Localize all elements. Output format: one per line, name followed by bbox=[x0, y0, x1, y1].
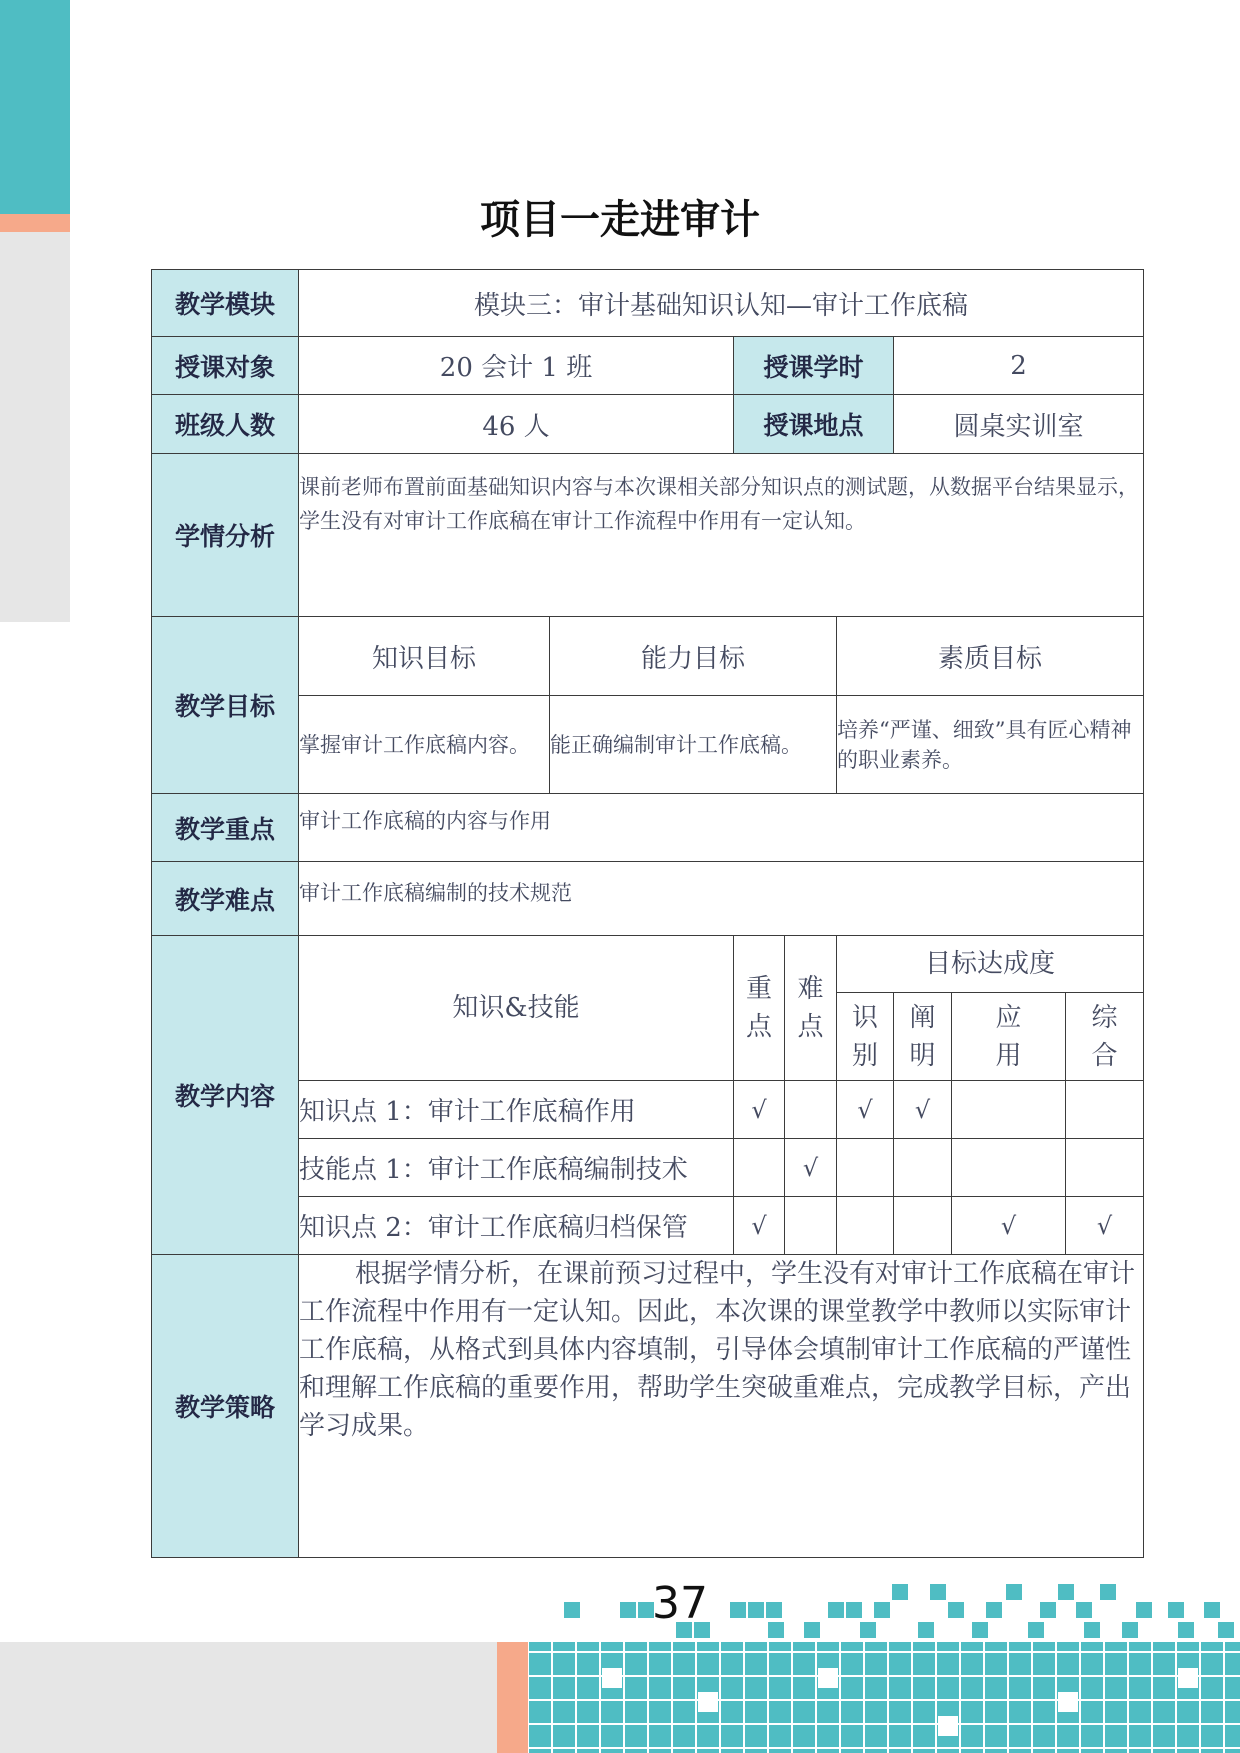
page-number: 37 bbox=[652, 1578, 708, 1629]
content-item: 知识点 2：审计工作底稿归档保管 bbox=[299, 1197, 734, 1255]
content-item: 技能点 1：审计工作底稿编制技术 bbox=[299, 1139, 734, 1197]
sub-col-explain-text: 阐明 bbox=[909, 1002, 936, 1071]
objective-header-ability: 能力目标 bbox=[550, 617, 837, 696]
objective-knowledge: 掌握审计工作底稿内容。 bbox=[299, 696, 550, 794]
mark-apply: √ bbox=[952, 1197, 1066, 1255]
row-module bbox=[152, 270, 1144, 337]
location-value: 圆桌实训室 bbox=[894, 395, 1144, 454]
strategy-label: 教学策略 bbox=[152, 1255, 299, 1558]
teaching-plan-table bbox=[151, 269, 1144, 1558]
difficulty-text: 审计工作底稿编制的技术规范 bbox=[299, 862, 1144, 936]
row-objectives-values bbox=[152, 696, 1144, 794]
key-point-label: 教学重点 bbox=[152, 794, 299, 862]
mark-key bbox=[734, 1139, 785, 1197]
mark-key: √ bbox=[734, 1197, 785, 1255]
sub-col-identify-text: 识别 bbox=[852, 1002, 879, 1071]
content-header-hard-text: 难点 bbox=[797, 974, 824, 1042]
page-title: 项目一走进审计 bbox=[480, 197, 760, 243]
mark-synthesize bbox=[1066, 1081, 1144, 1139]
left-gray-bar bbox=[0, 232, 70, 622]
left-teal-bar bbox=[0, 0, 70, 214]
row-difficulty bbox=[152, 862, 1144, 936]
mark-apply bbox=[952, 1081, 1066, 1139]
analysis-text: 课前老师布置前面基础知识内容与本次课相关部分知识点的测试题，从数据平台结果显示，学生没有对审计工作底稿在审计工作流程中作用有一定认知。 bbox=[299, 454, 1144, 617]
content-label: 教学内容 bbox=[152, 936, 299, 1255]
sub-col-synthesize-text: 综合 bbox=[1091, 1002, 1118, 1071]
content-header-key bbox=[734, 936, 785, 1081]
hours-value: 2 bbox=[894, 337, 1144, 395]
objective-header-knowledge: 知识目标 bbox=[299, 617, 550, 696]
row-strategy bbox=[152, 1255, 1144, 1558]
table-row bbox=[152, 1197, 1144, 1255]
difficulty-label: 教学难点 bbox=[152, 862, 299, 936]
row-content-header-1 bbox=[152, 936, 1144, 993]
class-size-value: 46 人 bbox=[299, 395, 734, 454]
mark-identify bbox=[837, 1139, 894, 1197]
hours-label: 授课学时 bbox=[734, 337, 894, 395]
mark-synthesize bbox=[1066, 1139, 1144, 1197]
mark-hard bbox=[785, 1081, 837, 1139]
sub-col-apply bbox=[952, 993, 1066, 1081]
objective-header-quality: 素质目标 bbox=[837, 617, 1144, 696]
mark-hard: √ bbox=[785, 1139, 837, 1197]
content-item: 知识点 1：审计工作底稿作用 bbox=[299, 1081, 734, 1139]
mark-apply bbox=[952, 1139, 1066, 1197]
sub-col-explain bbox=[894, 993, 952, 1081]
objective-quality: 培养“严谨、细致”具有匠心精神的职业素养。 bbox=[837, 696, 1144, 794]
module-value: 模块三：审计基础知识认知—审计工作底稿 bbox=[299, 270, 1144, 337]
class-size-label: 班级人数 bbox=[152, 395, 299, 454]
mark-hard bbox=[785, 1197, 837, 1255]
strategy-text: 根据学情分析，在课前预习过程中，学生没有对审计工作底稿在审计工作流程中作用有一定认知。因此，本次课的课堂教学中教师以实际审计工作底稿，从格式到具体内容填制，引导体会填制审计工作底稿的严谨性和理解工作底稿的重要作用，帮助学生突破重难点，完成教学目标，产出学习成果。 bbox=[299, 1255, 1144, 1558]
key-point-text: 审计工作底稿的内容与作用 bbox=[299, 794, 1144, 862]
mark-explain bbox=[894, 1139, 952, 1197]
bottom-gray-band bbox=[0, 1642, 497, 1753]
mark-explain bbox=[894, 1197, 952, 1255]
objective-ability: 能正确编制审计工作底稿。 bbox=[550, 696, 837, 794]
row-class-size bbox=[152, 395, 1144, 454]
content-header-key-text: 重点 bbox=[746, 974, 773, 1042]
mark-synthesize: √ bbox=[1066, 1197, 1144, 1255]
table-row bbox=[152, 1139, 1144, 1197]
row-analysis bbox=[152, 454, 1144, 617]
sub-col-synthesize bbox=[1066, 993, 1144, 1081]
mark-explain: √ bbox=[894, 1081, 952, 1139]
objectives-label: 教学目标 bbox=[152, 617, 299, 794]
sub-col-apply-text: 应用 bbox=[995, 1002, 1022, 1071]
mark-identify bbox=[837, 1197, 894, 1255]
bottom-peach-block bbox=[497, 1642, 529, 1753]
location-label: 授课地点 bbox=[734, 395, 894, 454]
analysis-label: 学情分析 bbox=[152, 454, 299, 617]
audience-label: 授课对象 bbox=[152, 337, 299, 395]
table-row bbox=[152, 1081, 1144, 1139]
sub-col-identify bbox=[837, 993, 894, 1081]
audience-value: 20 会计 1 班 bbox=[299, 337, 734, 395]
row-audience bbox=[152, 337, 1144, 395]
content-header-hard bbox=[785, 936, 837, 1081]
content-header-goal: 目标达成度 bbox=[837, 936, 1144, 993]
mark-key: √ bbox=[734, 1081, 785, 1139]
row-objectives-header bbox=[152, 617, 1144, 696]
content-header-skill: 知识&技能 bbox=[299, 936, 734, 1081]
module-label: 教学模块 bbox=[152, 270, 299, 337]
row-key-point bbox=[152, 794, 1144, 862]
mark-identify: √ bbox=[837, 1081, 894, 1139]
